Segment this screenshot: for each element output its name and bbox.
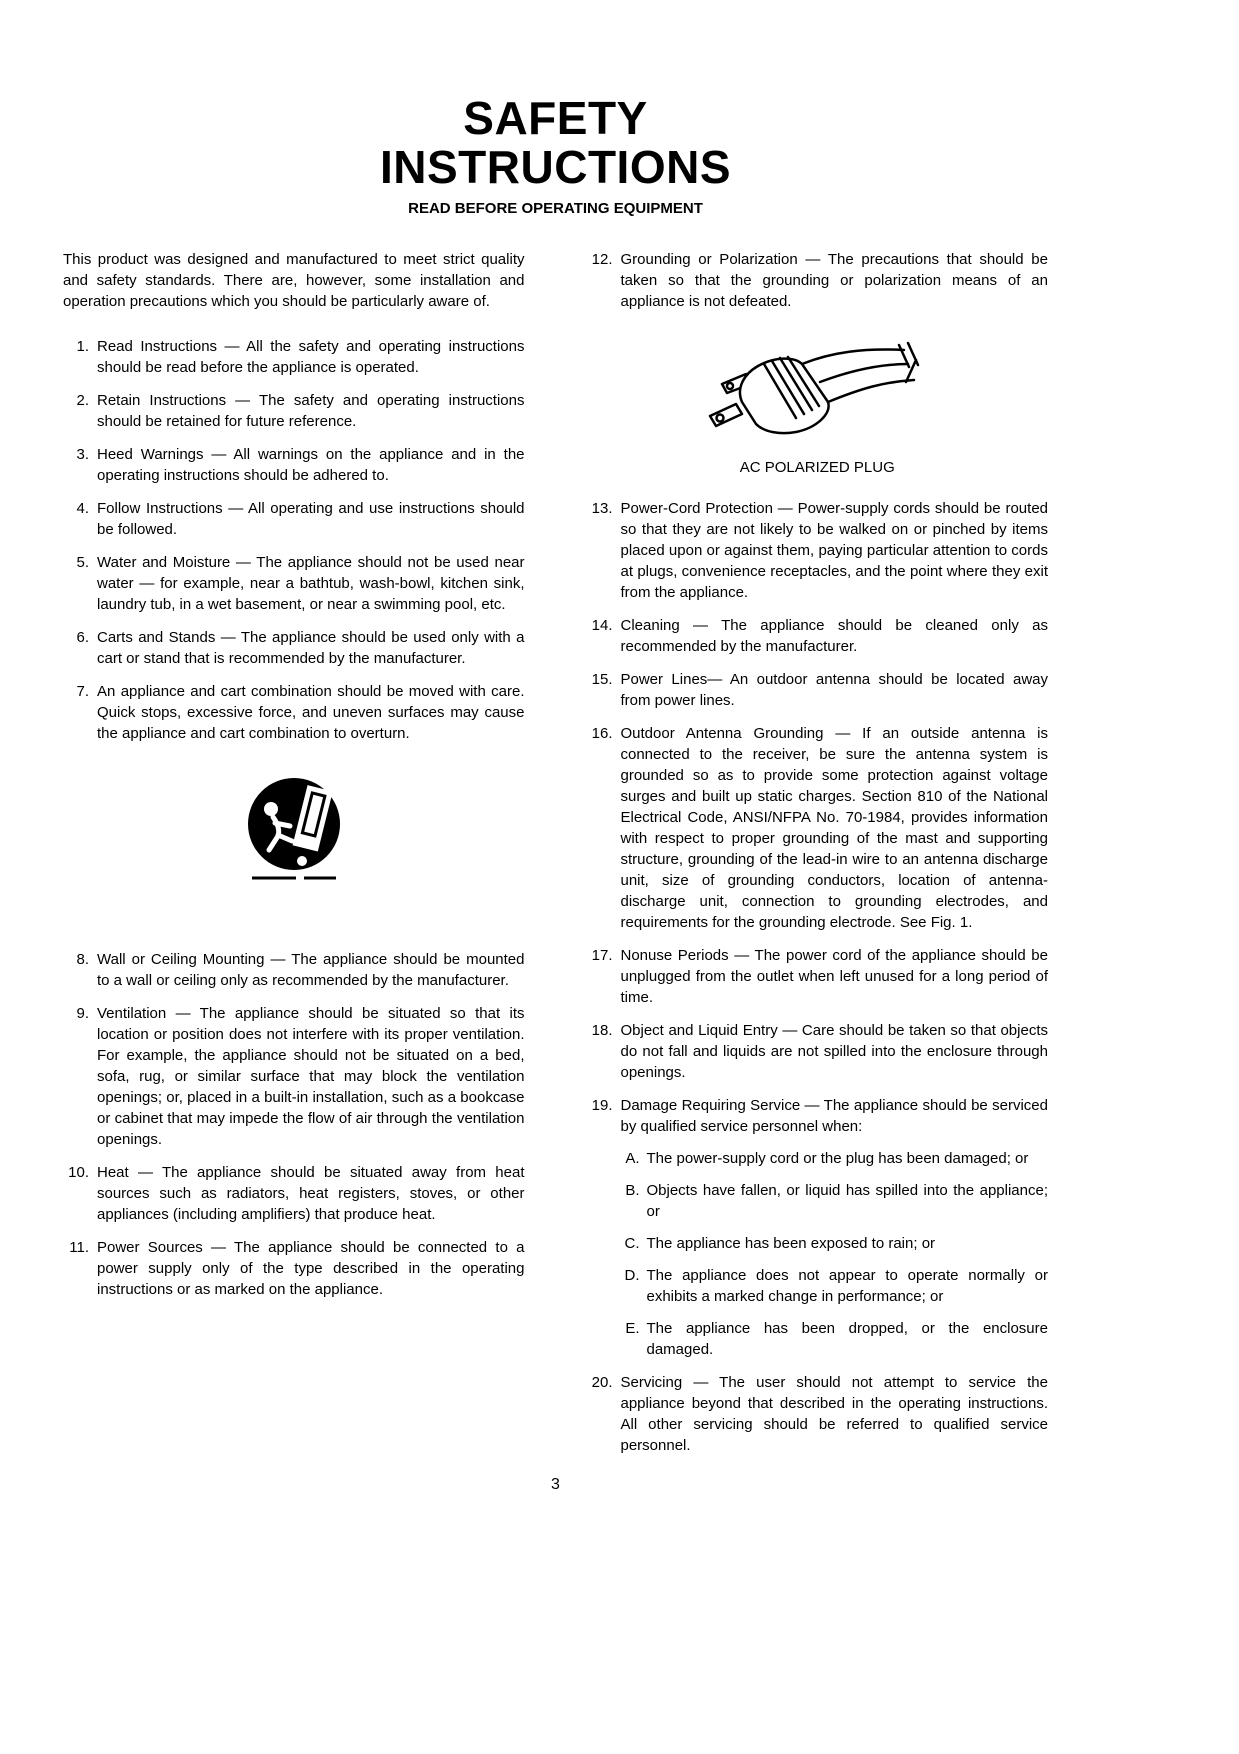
list-item (63, 1237, 525, 1300)
item-number: 20. (591, 1374, 613, 1391)
item-body (647, 1233, 1049, 1254)
item-number: 14. (591, 617, 613, 634)
item-body (97, 336, 525, 378)
item-text: Objects have fallen, or liquid has spilled into the appliance; or (646, 1182, 1048, 1220)
list-item (63, 627, 525, 669)
item-body (621, 249, 1049, 312)
list-item (587, 945, 1049, 1008)
item-number: D. (624, 1267, 640, 1284)
item-body (647, 1318, 1049, 1360)
list-item (587, 249, 1049, 312)
item-text: Object and Liquid Entry — Care should be taken so that objects do not fall and liquids are not spilled into the enclosure through openings. (620, 1022, 1048, 1081)
list-item (63, 390, 525, 432)
two-column-layout (63, 249, 1048, 1468)
item-body (621, 945, 1049, 1008)
item-body (647, 1265, 1049, 1307)
item-body (97, 1237, 525, 1300)
item-number: 4. (76, 500, 89, 517)
list-item (63, 552, 525, 615)
item-number: C. (624, 1235, 640, 1252)
item-number: B. (625, 1182, 640, 1199)
sub-list-item (621, 1318, 1049, 1360)
item-text: Water and Moisture — The appliance should not be used near water — for example, near a bathtub, wash-bowl, kitchen sink, laundry tub, in a wet basement, or near a swimming pool, etc. (97, 554, 525, 613)
item-body (621, 1372, 1049, 1456)
item-text: Heat — The appliance should be situated away from heat sources such as radiators, heat registers, stoves, or other appliances (including amplifiers) that produce heat. (97, 1164, 525, 1223)
item-number: 12. (591, 251, 613, 268)
item-number: 5. (76, 554, 89, 571)
item-number: 11. (69, 1239, 89, 1256)
item-body (621, 1020, 1049, 1083)
instruction-list-1-7 (63, 336, 525, 744)
item-text: Grounding or Polarization — The precautions that should be taken so that the grounding or polarization means of an appliance is not defeated. (620, 251, 1048, 310)
instruction-list-12 (587, 249, 1049, 312)
item-text: Follow Instructions — All operating and use instructions should be followed. (97, 500, 525, 538)
item-text: Carts and Stands — The appliance should be used only with a cart or stand that is recommended by the manufacturer. (97, 629, 525, 667)
intro-paragraph: This product was designed and manufactured to meet strict quality and safety standards. There are, however, some installation and operation precautions which you should be particularly aware of. (63, 251, 525, 310)
item-body (97, 627, 525, 669)
item-number: 3. (76, 446, 89, 463)
item-body (97, 949, 525, 991)
cart-tipping-figure (63, 774, 525, 891)
list-item (587, 498, 1049, 603)
item-number: 1. (76, 338, 89, 355)
item-text: Heed Warnings — All warnings on the appliance and in the operating instructions should be adhered to. (97, 446, 525, 484)
item-body (647, 1148, 1049, 1169)
item-body (97, 498, 525, 540)
item-text: Cleaning — The appliance should be cleaned only as recommended by the manufacturer. (620, 617, 1048, 655)
item-body (97, 390, 525, 432)
instruction-list-13-20 (587, 498, 1049, 1456)
item-text: Damage Requiring Service — The appliance should be serviced by qualified service personnel when: (620, 1097, 1048, 1135)
title-line-1: SAFETY (463, 92, 648, 144)
item-body (621, 1095, 1049, 1360)
item-number: 6. (76, 629, 89, 646)
item-text: Read Instructions — All the safety and operating instructions should be read before the appliance is operated. (97, 338, 525, 376)
item-body (97, 1162, 525, 1225)
list-item (63, 949, 525, 991)
ac-plug-figure (587, 340, 1049, 449)
list-item (587, 723, 1049, 933)
item-text: An appliance and cart combination should be moved with care. Quick stops, excessive force, and uneven surfaces may cause the appliance and cart combination to overturn. (97, 683, 525, 742)
item-body (97, 552, 525, 615)
item-number: 9. (76, 1005, 89, 1022)
list-item (63, 1003, 525, 1150)
list-item (63, 498, 525, 540)
list-item (63, 336, 525, 378)
item-text: Ventilation — The appliance should be situated so that its location or position does not interfere with its proper ventilation. For example, the appliance should not be situated on a bed, sofa, rug, or similar surface that may block the ventilation openings; or, placed in a built-in installation, such as a bookcase or cabinet that may impede the flow of air through the ventilation openings. (97, 1005, 525, 1148)
item-number: 13. (591, 500, 613, 517)
item-body (97, 444, 525, 486)
left-column (63, 249, 525, 1468)
item-text: Wall or Ceiling Mounting — The appliance should be mounted to a wall or ceiling only as recommended by the manufacturer. (97, 951, 525, 989)
right-column (587, 249, 1049, 1468)
sub-list-item (621, 1233, 1049, 1254)
item-number: 10. (68, 1164, 89, 1181)
list-item (587, 1020, 1049, 1083)
item-body (621, 498, 1049, 603)
item-text: Power-Cord Protection — Power-supply cords should be routed so that they are not likely to be walked on or pinched by items placed upon or against them, paying particular attention to cords at plugs, convenience receptacles, and the point where they exit from the appliance. (620, 500, 1048, 601)
ac-polarized-plug-icon (702, 340, 932, 444)
instruction-list-8-11 (63, 949, 525, 1300)
item-number: 18. (591, 1022, 613, 1039)
list-item (63, 1162, 525, 1225)
item-number: 2. (76, 392, 89, 409)
list-item (63, 444, 525, 486)
page-number: 3 (551, 1476, 560, 1493)
item-text: Servicing — The user should not attempt to service the appliance beyond that described in the operating instructions. All other servicing should be referred to qualified service personnel. (620, 1374, 1048, 1454)
item-number: 15. (591, 671, 613, 688)
item-text: Power Lines— An outdoor antenna should be located away from power lines. (620, 671, 1048, 709)
item-body (621, 615, 1049, 657)
item-text: The appliance has been dropped, or the enclosure damaged. (646, 1320, 1048, 1358)
list-item (63, 681, 525, 744)
page-content (63, 94, 1048, 1468)
item-text: Power Sources — The appliance should be connected to a power supply only of the type described in the operating instructions or as marked on the appliance. (97, 1239, 525, 1298)
list-item (587, 615, 1049, 657)
page-title (63, 94, 1048, 192)
item-text: Retain Instructions — The safety and operating instructions should be retained for future reference. (97, 392, 525, 430)
item-number: 17. (591, 947, 613, 964)
item-number: 8. (76, 951, 89, 968)
item-body (621, 723, 1049, 933)
item-number: E. (625, 1320, 640, 1337)
item-number: 19. (591, 1097, 613, 1114)
item-body (621, 669, 1049, 711)
item-body (97, 681, 525, 744)
sub-list-item (621, 1148, 1049, 1169)
sub-list-item (621, 1180, 1049, 1222)
item-text: The appliance has been exposed to rain; or (646, 1235, 936, 1252)
figure-caption: AC POLARIZED PLUG (739, 459, 895, 476)
item-number: A. (625, 1150, 640, 1167)
item-text: Nonuse Periods — The power cord of the appliance should be unplugged from the outlet when left unused for a long period of time. (620, 947, 1048, 1006)
item-body (97, 1003, 525, 1150)
item-text: The appliance does not appear to operate normally or exhibits a marked change in performance; or (646, 1267, 1048, 1305)
page-subtitle: READ BEFORE OPERATING EQUIPMENT (408, 200, 703, 217)
title-line-2: INSTRUCTIONS (380, 141, 731, 193)
list-item (587, 1095, 1049, 1360)
cart-tipping-warning-icon (240, 774, 348, 886)
list-item (587, 1372, 1049, 1456)
item-number: 16. (591, 725, 613, 742)
sub-list-item (621, 1265, 1049, 1307)
list-item (587, 669, 1049, 711)
item-number: 7. (76, 683, 89, 700)
item-text: Outdoor Antenna Grounding — If an outside antenna is connected to the receiver, be sure the antenna system is grounded so as to provide some protection against voltage surges and built up static charges. Section 810 of the National Electrical Code, ANSI/NFPA No. 70-1984, provides information with respect to proper grounding of the mast and supporting structure, grounding of the lead-in wire to an antenna discharge unit, size of grounding conductors, location of antenna-discharge unit, connection to grounding electrodes, and requirements for the grounding electrode. See Fig. 1. (620, 725, 1048, 931)
item-body (647, 1180, 1049, 1222)
item-text: The power-supply cord or the plug has been damaged; or (646, 1150, 1029, 1167)
